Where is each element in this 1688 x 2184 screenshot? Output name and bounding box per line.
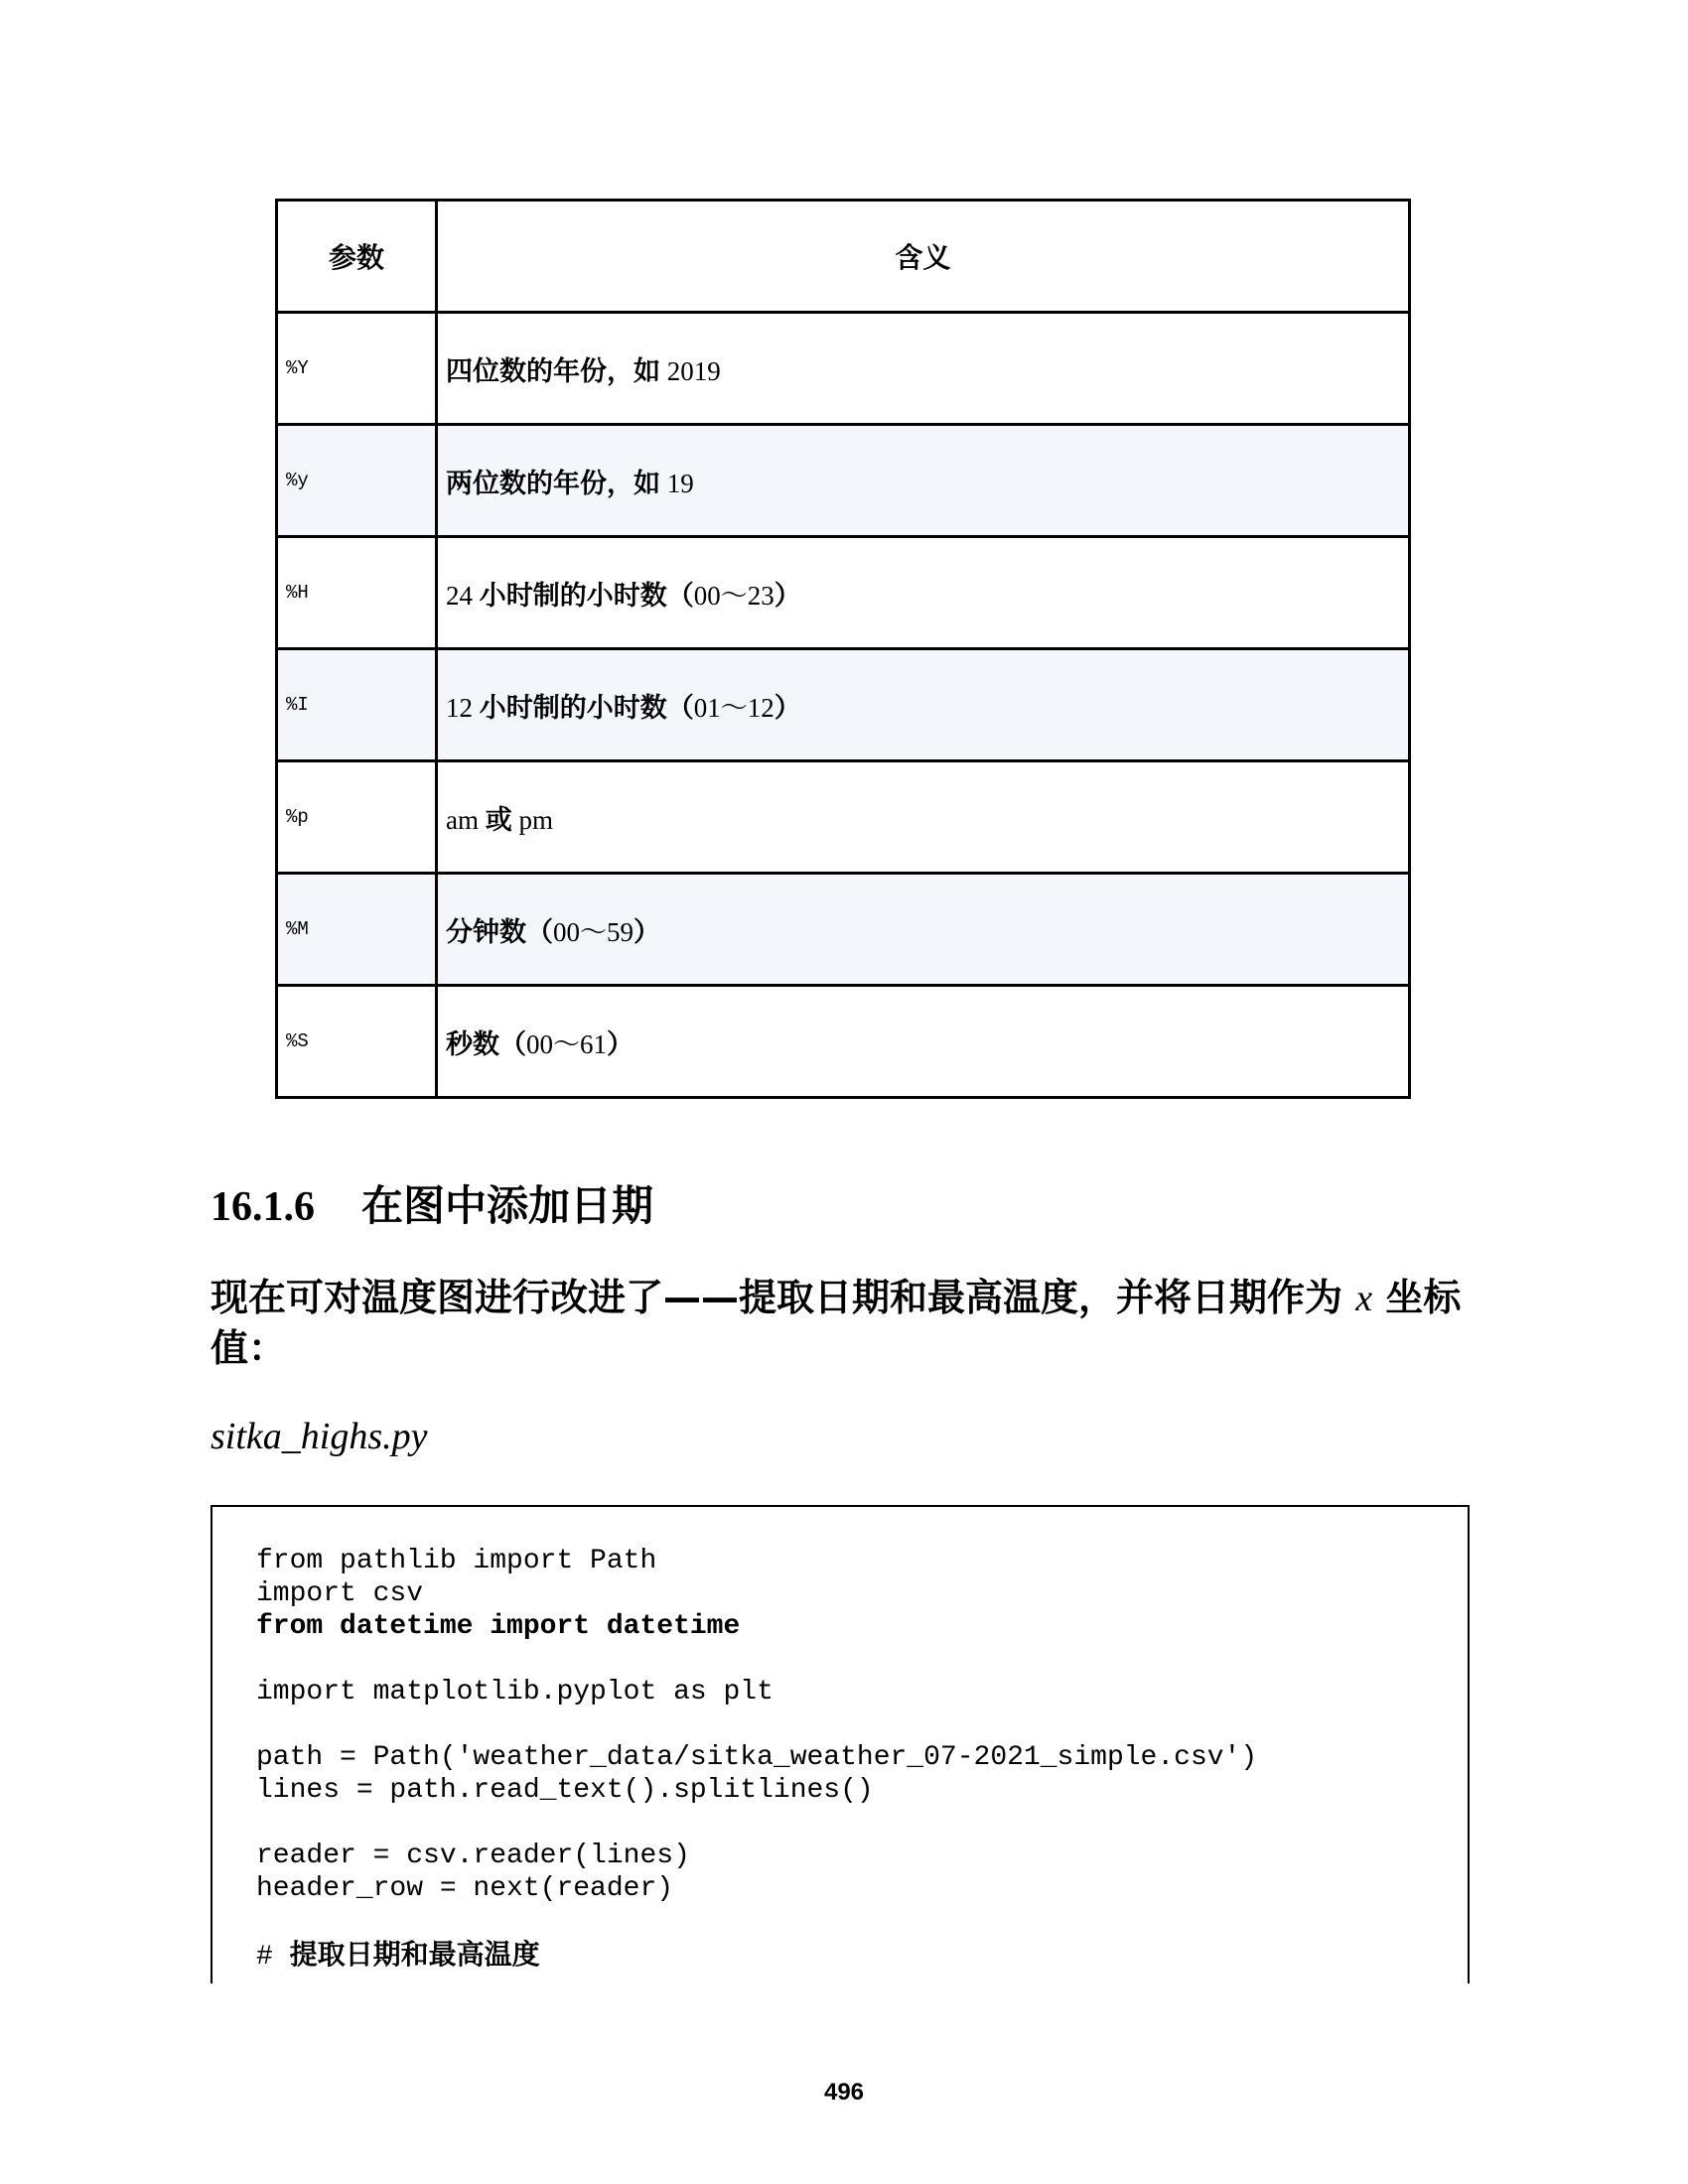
- section-title: 在图中添加日期: [361, 1181, 654, 1230]
- meaning-cell: [437, 537, 1410, 649]
- meaning-cell: [437, 874, 1410, 986]
- param-cell: %Y: [277, 313, 437, 425]
- paragraph-text-2: 坐标值：: [211, 1276, 1462, 1370]
- meaning-segment: 分钟数（: [446, 916, 553, 948]
- code-line: import matplotlib.pyplot as plt: [256, 1677, 774, 1707]
- meaning-cell: [437, 313, 1410, 425]
- table-row: [277, 874, 1410, 986]
- meaning-segment: 00～61: [526, 1028, 607, 1059]
- code-line: from datetime import datetime: [256, 1611, 741, 1642]
- table-row: [277, 313, 1410, 425]
- meaning-segment: ）: [774, 580, 801, 612]
- table-row: [277, 761, 1410, 874]
- code-line: [256, 1643, 1257, 1676]
- code-line: [256, 1807, 1257, 1840]
- meaning-cell: [437, 986, 1410, 1098]
- param-cell: %y: [277, 425, 437, 537]
- header-param: 参数: [277, 201, 437, 313]
- code-comment-line: [256, 1938, 1257, 1971]
- table-row: [277, 537, 1410, 649]
- code-line: [256, 1905, 1257, 1938]
- meaning-segment: pm: [511, 804, 554, 835]
- meaning-segment: am: [446, 804, 486, 835]
- code-line: import csv: [256, 1578, 424, 1609]
- meaning-cell: [437, 425, 1410, 537]
- code-block: [211, 1505, 1470, 1983]
- code-line: lines = path.read_text().splitlines(): [256, 1775, 874, 1806]
- meaning-segment: 四位数的年份，如: [446, 355, 660, 387]
- table-row: [277, 649, 1410, 761]
- paragraph-text-1: 现在可对温度图进行改进了——提取日期和最高温度，并将日期作为: [211, 1276, 1356, 1319]
- code-listing: [256, 1545, 1257, 1971]
- meaning-segment: ）: [774, 692, 801, 724]
- page-number: 496: [823, 2079, 865, 2106]
- comment-hash: #: [256, 1942, 290, 1973]
- meaning-cell: [437, 761, 1410, 874]
- param-cell: %M: [277, 874, 437, 986]
- meaning-segment: 12: [446, 692, 480, 723]
- param-cell: %H: [277, 537, 437, 649]
- meaning-segment: 秒数（: [446, 1028, 526, 1060]
- table-row: [277, 986, 1410, 1098]
- meaning-segment: ）: [633, 916, 660, 948]
- code-filename: sitka_highs.py: [211, 1416, 428, 1457]
- code-line: from pathlib import Path: [256, 1546, 657, 1576]
- section-heading: [211, 1173, 653, 1233]
- section-number: 16.1.6: [211, 1184, 315, 1230]
- code-line: [256, 1708, 1257, 1741]
- meaning-segment: 00～59: [553, 916, 633, 947]
- paragraph-variable: x: [1355, 1278, 1373, 1319]
- meaning-segment: 24: [446, 580, 480, 611]
- meaning-segment: 19: [660, 468, 694, 498]
- table-row: [277, 425, 1410, 537]
- meaning-segment: 小时制的小时数（: [479, 692, 694, 724]
- meaning-segment: 01～12: [693, 692, 774, 723]
- meaning-segment: 小时制的小时数（: [479, 580, 694, 612]
- param-cell: %p: [277, 761, 437, 874]
- meaning-segment: 2019: [660, 355, 721, 386]
- body-paragraph: [211, 1273, 1481, 1373]
- meaning-cell: [437, 649, 1410, 761]
- meaning-segment: 或: [485, 804, 512, 836]
- table-header-row: [277, 201, 1410, 313]
- code-line: reader = csv.reader(lines): [256, 1841, 690, 1871]
- header-meaning: 含义: [437, 201, 1410, 313]
- code-line: header_row = next(reader): [256, 1873, 674, 1904]
- param-cell: %S: [277, 986, 437, 1098]
- strftime-format-table: [275, 199, 1411, 1099]
- comment-text: 提取日期和最高温度: [289, 1938, 540, 1971]
- param-cell: %I: [277, 649, 437, 761]
- meaning-segment: 00～23: [693, 580, 774, 611]
- code-line: path = Path('weather_data/sitka_weather_07-2021_simple.csv'): [256, 1742, 1258, 1773]
- meaning-segment: 两位数的年份，如: [446, 468, 660, 499]
- meaning-segment: ）: [607, 1028, 633, 1060]
